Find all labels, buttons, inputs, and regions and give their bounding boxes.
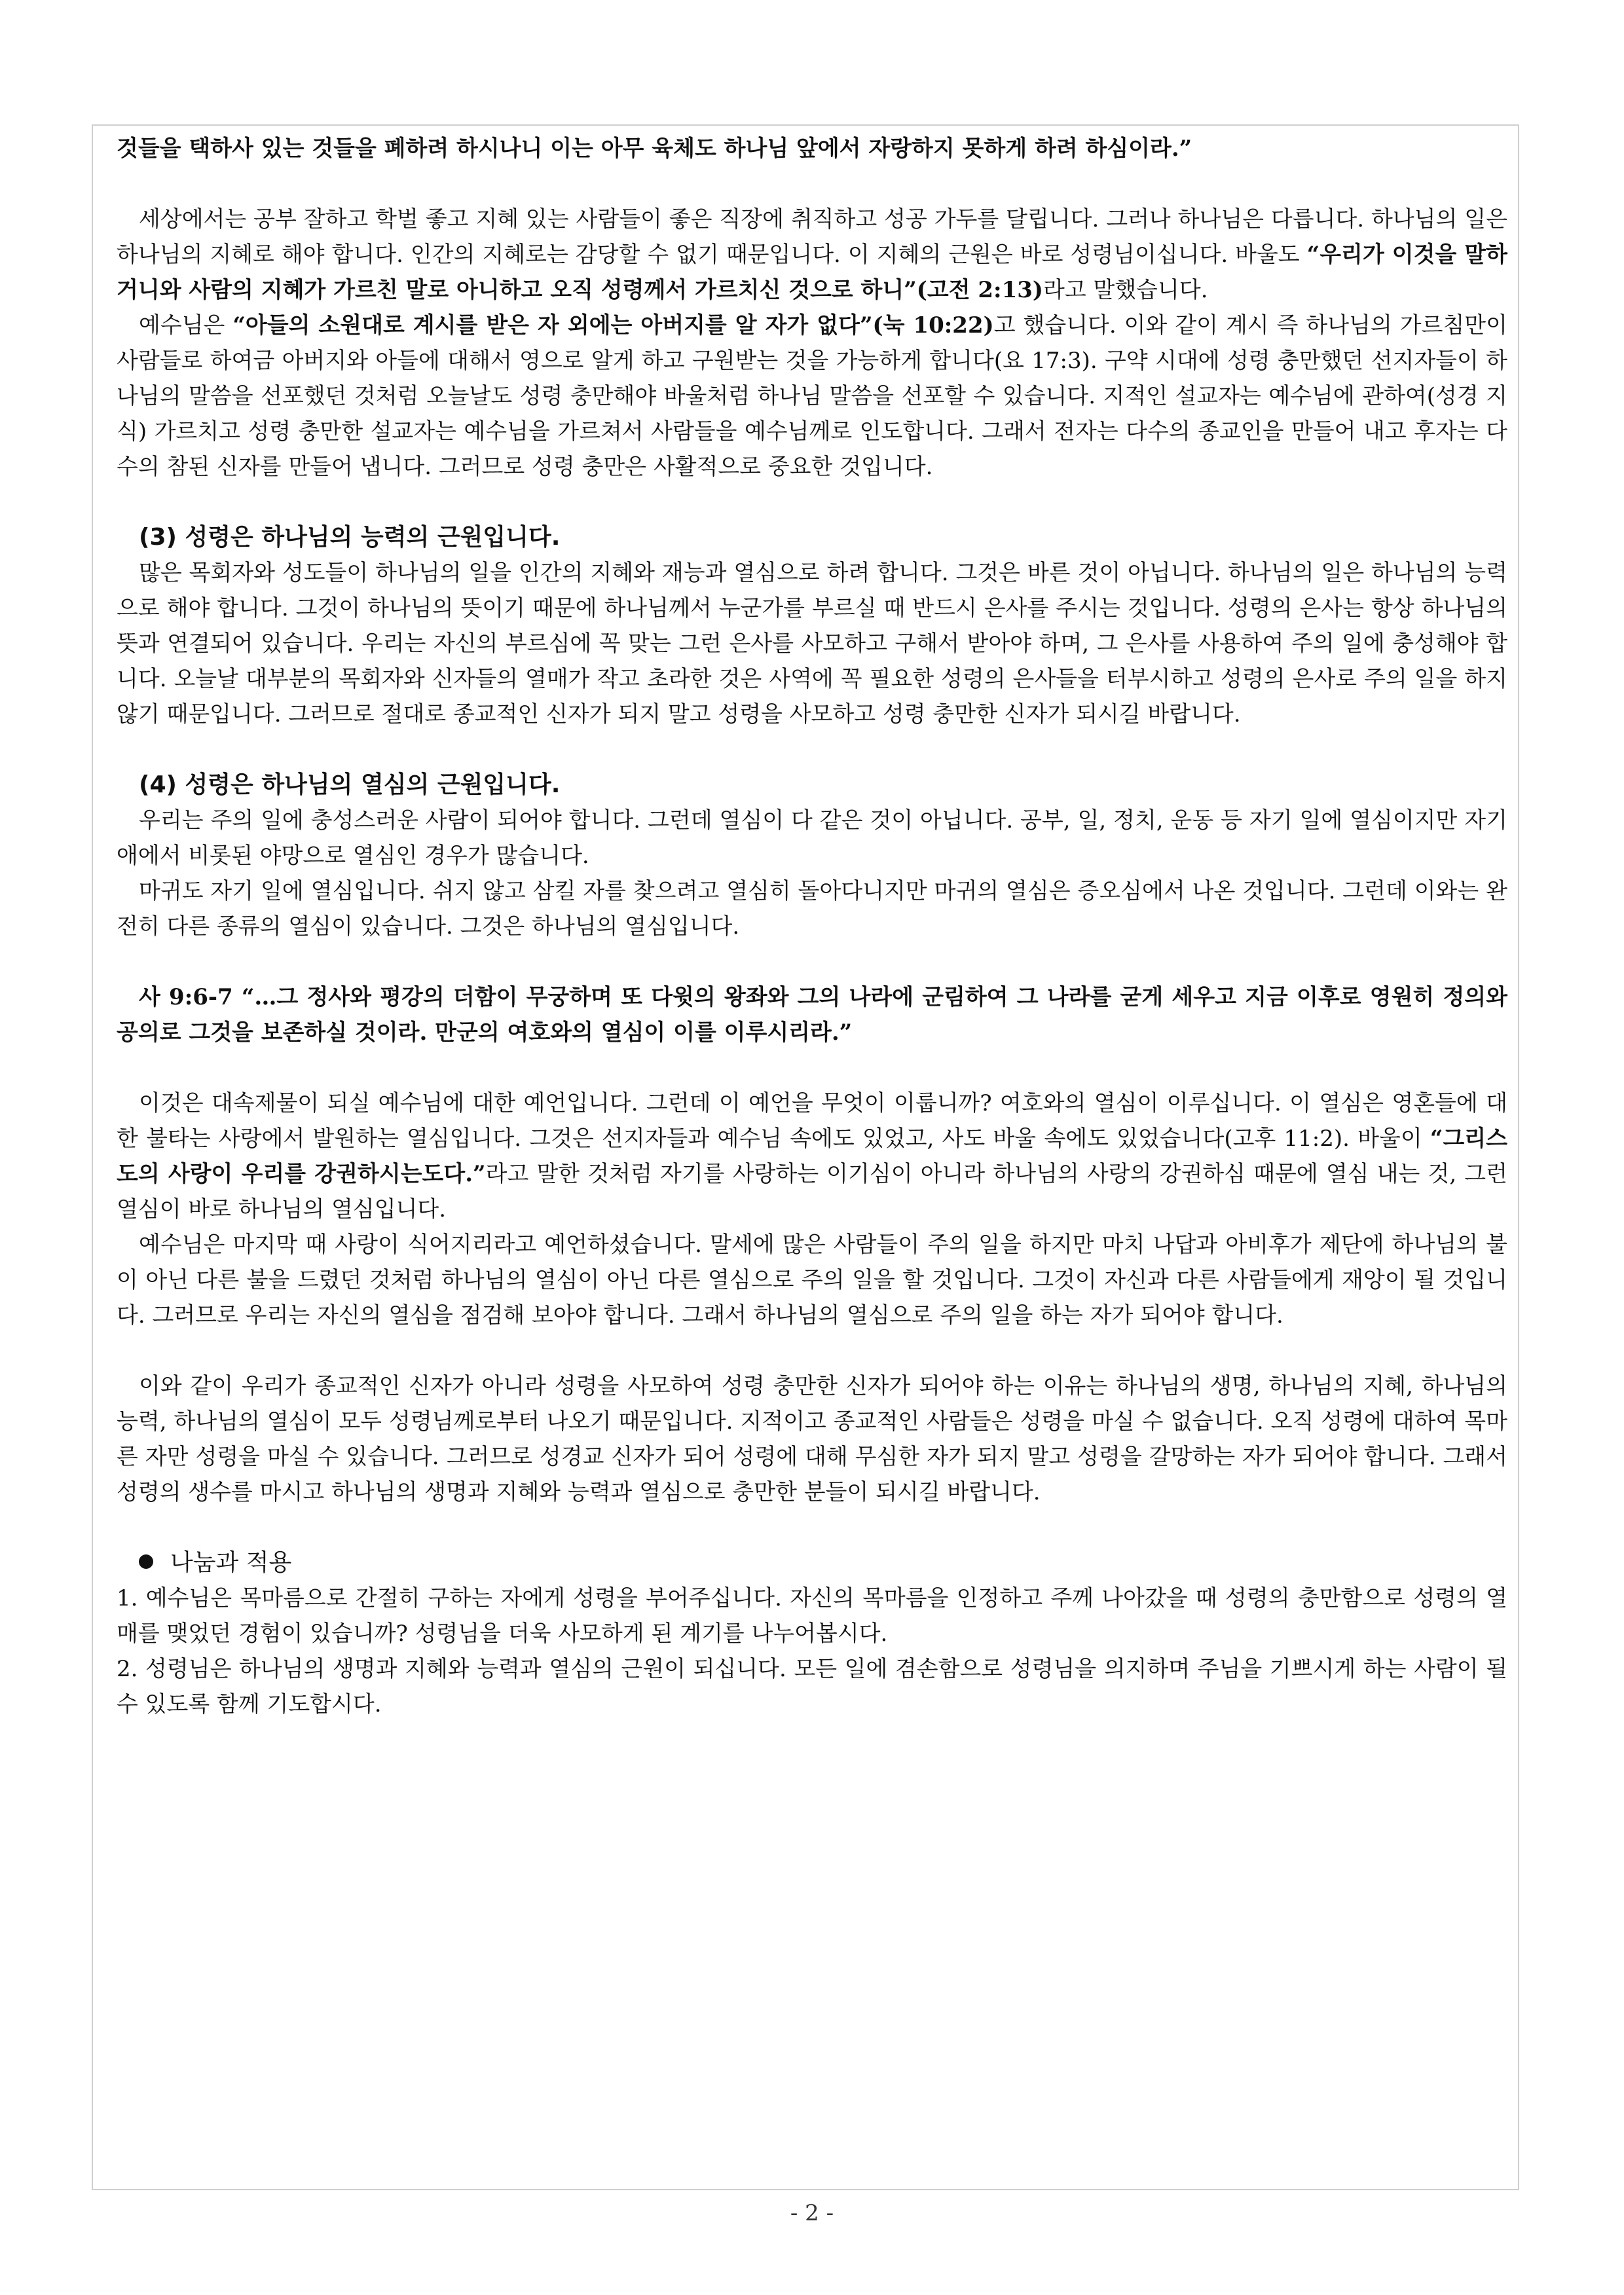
section-4-paragraph-2: 마귀도 자기 일에 열심입니다. 쉬지 않고 삼킬 자를 찾으려고 열심히 돌아다니지만 마귀의 열심은 증오심에서 나온 것입니다. 그런데 이와는 완전히 다른 종류의 열심이 있습니다. 그것은 하나님의 열심입니다. bbox=[117, 878, 1507, 940]
section-3-body: 많은 목회자와 성도들이 하나님의 일을 인간의 지혜와 재능과 열심으로 하려 합니다. 그것은 바른 것이 아닙니다. 하나님의 일은 하나님의 능력으로 해야 합니다. 그것이 하나님의 뜻이기 때문에 하나님께서 누군가를 부르실 때 반드시 은사를 주시는 것입니다. 성령의 은사는 항상 하나님의 뜻과 연결되어 있습니다. 우리는 자신의 부르심에 꼭 맞는 그런 은사를 사모하고 구해서 받아야 하며, 그 은사를 사용하여 주의 일에 충성해야 합니다. 오늘날 대부분의 목회자와 신자들의 열매가 작고 초라한 것은 사역에 꼭 필요한 성령의 은사들을 터부시하고 성령의 은사로 주의 일을 하지 않기 때문입니다. 그러므로 절대로 종교적인 신자가 되지 말고 성령을 사모하고 성령 충만한 신자가 되시길 바랍니다. bbox=[117, 560, 1507, 727]
section-4-heading: (4) 성령은 하나님의 열심의 근원입니다. bbox=[139, 771, 561, 798]
section-4-paragraph-4: 예수님은 마지막 때 사랑이 식어지리라고 예언하셨습니다. 말세에 많은 사람들이 주의 일을 하지만 마치 나답과 아비후가 제단에 하나님의 불이 아닌 다른 불을 드렸던 것처럼 하나님의 열심이 아닌 다른 열심으로 주의 일을 할 것입니다. 그것이 자신과 다른 사람들에게 재앙이 될 것입니다. 그러므로 우리는 자신의 열심을 점검해 보아야 합니다. 그래서 하나님의 열심으로 주의 일을 하는 자가 되어야 합니다. bbox=[117, 1232, 1507, 1329]
section-4-paragraph-3: 이것은 대속제물이 되실 예수님에 대한 예언입니다. 그런데 이 예언을 무엇이 이룹니까? 여호와의 열심이 이루십니다. 이 열심은 영혼들에 대한 불타는 사랑에서 발원하는 열심입니다. 그것은 선지자들과 예수님 속에도 있었고, 사도 바울 속에도 있었습니다(고후 11:2). 바울이 “그리스도의 사랑이 우리를 강권하시는도다.”라고 말한 것처럼 자기를 사랑하는 이기심이 아니라 하나님의 사랑의 강권하심 때문에 열심 내는 것, 그런 열심이 바로 하나님의 열심입니다. bbox=[117, 1090, 1507, 1222]
document-body bbox=[117, 131, 1507, 1722]
section-4-paragraph-1: 우리는 주의 일에 충성스러운 사람이 되어야 합니다. 그런데 열심이 다 같은 것이 아닙니다. 공부, 일, 정치, 운동 등 자기 일에 열심이지만 자기애에서 비롯된 야망으로 열심인 경우가 많습니다. bbox=[117, 807, 1507, 869]
top-quote: 것들을 택하사 있는 것들을 폐하려 하시나니 이는 아무 육체도 하나님 앞에서 자랑하지 못하게 하려 하심이라.” bbox=[117, 136, 1192, 162]
sharing-item-1: 1. 예수님은 목마름으로 간절히 구하는 자에게 성령을 부어주십니다. 자신의 목마름을 인정하고 주께 나아갔을 때 성령의 충만함으로 성령의 열매를 맺었던 경험이 있습니까? 성령님을 더욱 사모하게 된 계기를 나누어봅시다. bbox=[117, 1585, 1507, 1647]
intro-paragraph-1: 세상에서는 공부 잘하고 학벌 좋고 지혜 있는 사람들이 좋은 직장에 취직하고 성공 가두를 달립니다. 그러나 하나님은 다릅니다. 하나님의 일은 하나님의 지혜로 해야 합니다. 인간의 지혜로는 감당할 수 없기 때문입니다. 이 지혜의 근원은 바로 성령님이십니다. 바울도 “우리가 이것을 말하거니와 사람의 지혜가 가르친 말로 아니하고 오직 성령께서 가르치신 것으로 하니”(고전 2:13)라고 말했습니다. bbox=[117, 206, 1508, 303]
sharing-item-2: 2. 성령님은 하나님의 생명과 지혜와 능력과 열심의 근원이 되십니다. 모든 일에 겸손함으로 성령님을 의지하며 주님을 기쁘시게 하는 사람이 될 수 있도록 함께 기도합시다. bbox=[117, 1656, 1507, 1717]
sharing-title: 나눔과 적용 bbox=[117, 1545, 1507, 1581]
isaiah-quote: 사 9:6-7 “…그 정사와 평강의 더함이 무궁하며 또 다윗의 왕좌와 그의 나라에 군림하여 그 나라를 굳게 세우고 지금 이후로 영원히 정의와 공의로 그것을 보존하실 것이라. 만군의 여호와의 열심이 이를 이루시리라.” bbox=[117, 984, 1507, 1046]
bullet-icon bbox=[139, 1554, 153, 1569]
intro-paragraph-2: 예수님은 “아들의 소원대로 계시를 받은 자 외에는 아버지를 알 자가 없다”(눅 10:22)고 했습니다. 이와 같이 계시 즉 하나님의 가르침만이 사람들로 하여금 아버지와 아들에 대해서 영으로 알게 하고 구원받는 것을 가능하게 합니다(요 17:3). 구약 시대에 성령 충만했던 선지자들이 하나님의 말씀을 선포했던 것처럼 오늘날도 성령 충만해야 바울처럼 하나님 말씀을 선포할 수 있습니다. 지적인 설교자는 예수님에 관하여(성경 지식) 가르치고 성령 충만한 설교자는 예수님을 가르쳐서 사람들을 예수님께로 인도합니다. 그래서 전자는 다수의 종교인을 만들어 내고 후자는 다수의 참된 신자를 만들어 냅니다. 그러므로 성령 충만은 사활적으로 중요한 것입니다. bbox=[117, 312, 1507, 480]
conclusion-paragraph: 이와 같이 우리가 종교적인 신자가 아니라 성령을 사모하여 성령 충만한 신자가 되어야 하는 이유는 하나님의 생명, 하나님의 지혜, 하나님의 능력, 하나님의 열심이 모두 성령님께로부터 나오기 때문입니다. 지적이고 종교적인 사람들은 성령을 마실 수 없습니다. 오직 성령에 대하여 목마른 자만 성령을 마실 수 있습니다. 그러므로 성경교 신자가 되어 성령에 대해 무심한 자가 되지 말고 성령을 갈망하는 자가 되어야 합니다. 그래서 성령의 생수를 마시고 하나님의 생명과 지혜와 능력과 열심으로 충만한 분들이 되시길 바랍니다. bbox=[117, 1373, 1507, 1505]
page-number: - 2 - bbox=[790, 2200, 834, 2226]
section-3-heading: (3) 성령은 하나님의 능력의 근원입니다. bbox=[139, 524, 561, 551]
